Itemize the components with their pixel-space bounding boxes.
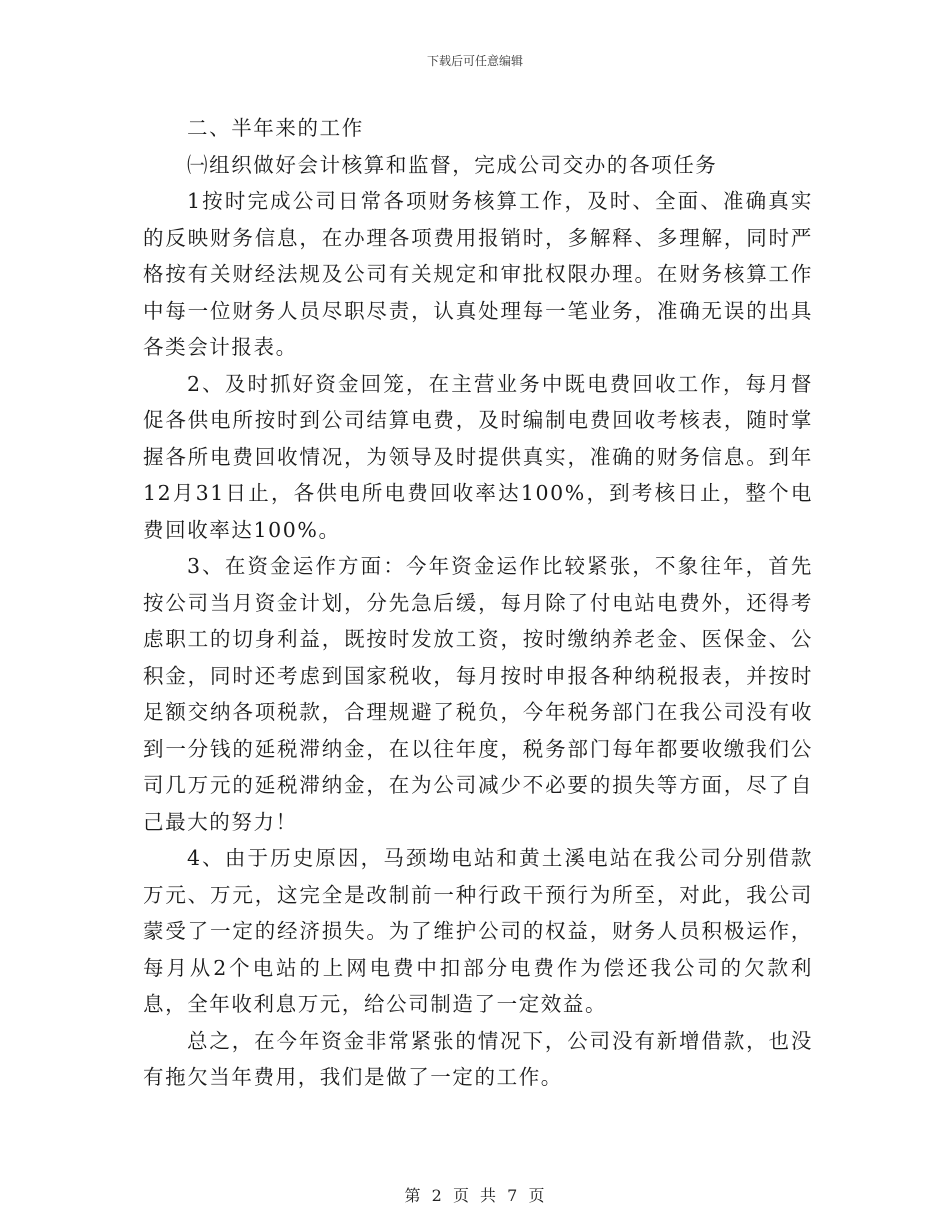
page-label-mid2: 共	[480, 1186, 498, 1205]
paragraph-4: 4、由于历史原因，马颈坳电站和黄土溪电站在我公司分别借款万元、万元，这完全是改制前一种行政干预行为所至，对此，我公司蒙受了一定的经济损失。为了维护公司的权益，财务人员积极运作，每月从2个电站的上网电费中扣部分电费作为偿还我公司的欠款利息，全年收利息万元，给公司制造了一定效益。	[143, 846, 813, 1016]
paragraph-1: 1按时完成公司日常各项财务核算工作，及时、全面、准确真实的反映财务信息，在办理各项费用报销时，多解释、多理解，同时严格按有关财经法规及公司有关规定和审批权限办理。在财务核算工作中每一位财务人员尽职尽责，认真处理每一笔业务，准确无误的出具各类会计报表。	[143, 189, 813, 359]
paragraph-3: 3、在资金运作方面：今年资金运作比较紧张，不象往年，首先按公司当月资金计划，分先急后缓，每月除了付电站电费外，还得考虑职工的切身利益，既按时发放工资，按时缴纳养老金、医保金、公积金，同时还考虑到国家税收，每月按时申报各种纳税报表，并按时足额交纳各项税款，合理规避了税负，今年税务部门在我公司没有收到一分钱的延税滞纳金，在以往年度，税务部门每年都要收缴我们公司几万元的延税滞纳金，在为公司减少不必要的损失等方面，尽了自己最大的努力！	[143, 554, 813, 834]
page-label-mid1: 页	[452, 1186, 470, 1205]
page-label-suffix: 页	[528, 1186, 546, 1205]
page-footer	[0, 1183, 950, 1206]
paragraph-2: 2、及时抓好资金回笼，在主营业务中既电费回收工作，每月督促各供电所按时到公司结算电费，及时编制电费回收考核表，随时掌握各所电费回收情况，为领导及时提供真实，准确的财务信息。到年12月31日止，各供电所电费回收率达100%，到考核日止，整个电费回收率达100%。	[143, 371, 813, 542]
page-header: 下载后可任意编辑	[426, 54, 523, 68]
page-label-prefix: 第	[404, 1186, 422, 1205]
paragraph-5: 总之，在今年资金非常紧张的情况下，公司没有新增借款，也没有拖欠当年费用，我们是做了一定的工作。	[143, 1028, 813, 1089]
current-page-number: 2	[431, 1186, 443, 1205]
total-pages-number: 7	[507, 1186, 519, 1205]
document-body	[143, 110, 813, 1096]
subsection-title: ㈠组织做好会计核算和监督，完成公司交办的各项任务	[187, 152, 718, 177]
section-title: 二、半年来的工作	[187, 116, 364, 140]
